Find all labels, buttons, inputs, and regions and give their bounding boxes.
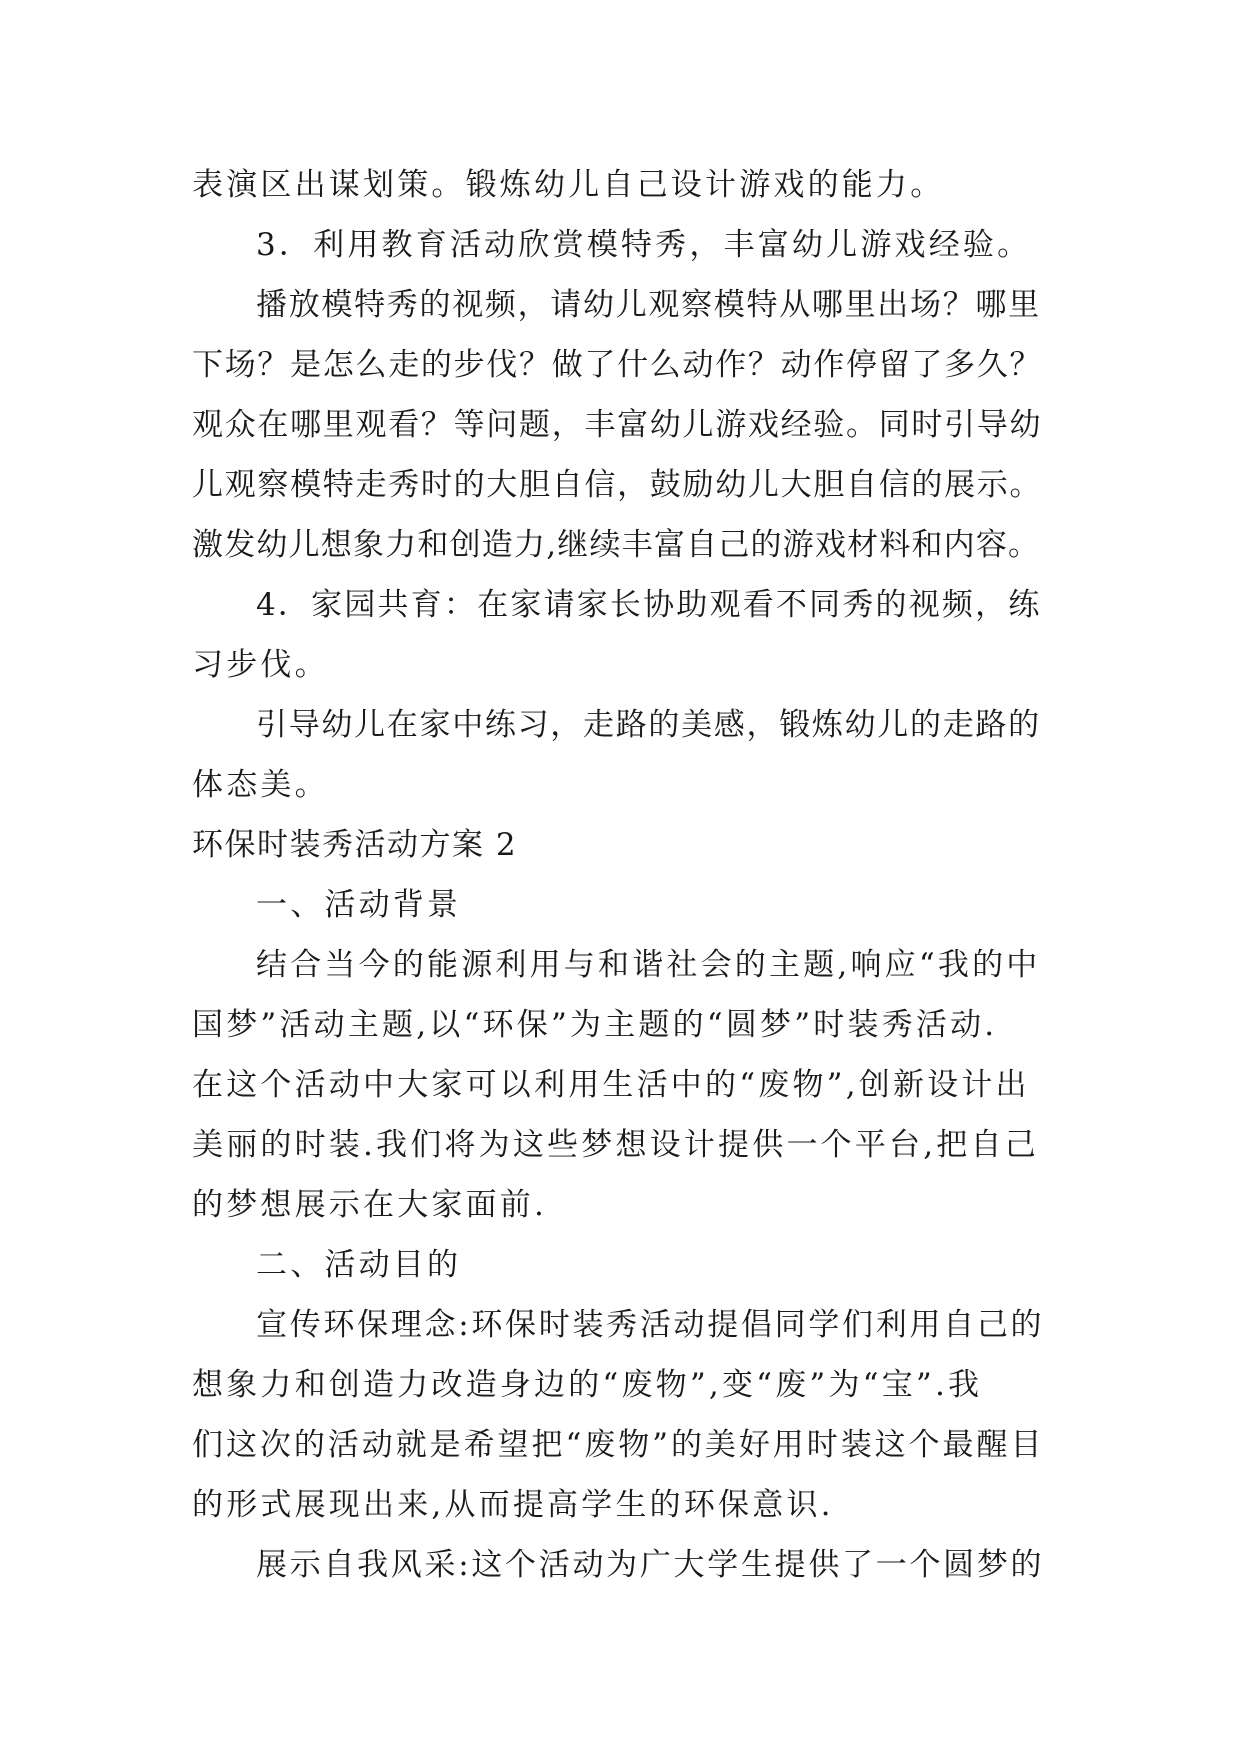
paragraph-line: 们这次的活动就是希望把“废物”的美好用时装这个最醒目	[192, 1427, 1045, 1463]
list-item-4: 4．家园共育：在家请家长协助观看不同秀的视频，练	[256, 587, 1042, 623]
paragraph-line: 国梦”活动主题,以“环保”为主题的“圆梦”时装秀活动.	[192, 1007, 998, 1043]
section-title: 环保时装秀活动方案 2	[192, 827, 518, 863]
paragraph-line: 儿观察模特走秀时的大胆自信，鼓励幼儿大胆自信的展示。	[192, 467, 1043, 503]
subsection-heading: 二、活动目的	[256, 1247, 462, 1283]
paragraph-line: 习步伐。	[192, 647, 329, 683]
paragraph-line: 的形式展现出来,从而提高学生的环保意识.	[192, 1487, 834, 1523]
paragraph-line: 体态美。	[192, 767, 329, 803]
paragraph-line: 想象力和创造力改造身边的“废物”,变“废”为“宝”.我	[192, 1367, 983, 1403]
paragraph-line: 引导幼儿在家中练习，走路的美感，锻炼幼儿的走路的	[256, 707, 1041, 743]
paragraph-line: 下场？是怎么走的步伐？做了什么动作？动作停留了多久？	[192, 347, 1043, 383]
list-item-3: 3．利用教育活动欣赏模特秀，丰富幼儿游戏经验。	[256, 227, 1032, 263]
paragraph-line: 结合当今的能源利用与和谐社会的主题,响应“我的中	[256, 947, 1041, 983]
subsection-heading: 一、活动背景	[256, 887, 462, 923]
paragraph-line: 播放模特秀的视频，请幼儿观察模特从哪里出场？哪里	[256, 287, 1041, 323]
paragraph-line: 宣传环保理念:环保时装秀活动提倡同学们利用自己的	[256, 1307, 1045, 1343]
paragraph-line: 激发幼儿想象力和创造力,继续丰富自己的游戏材料和内容。	[192, 527, 1041, 563]
paragraph-line: 展示自我风采:这个活动为广大学生提供了一个圆梦的	[256, 1547, 1045, 1583]
paragraph-line: 在这个活动中大家可以利用生活中的“废物”,创新设计出	[192, 1067, 1030, 1103]
paragraph-line: 表演区出谋划策。锻炼幼儿自己设计游戏的能力。	[192, 167, 945, 203]
paragraph-line: 观众在哪里观看？等问题，丰富幼儿游戏经验。同时引导幼	[192, 407, 1043, 443]
paragraph-line: 美丽的时装.我们将为这些梦想设计提供一个平台,把自己	[192, 1127, 1039, 1163]
paragraph-line: 的梦想展示在大家面前.	[192, 1187, 548, 1223]
